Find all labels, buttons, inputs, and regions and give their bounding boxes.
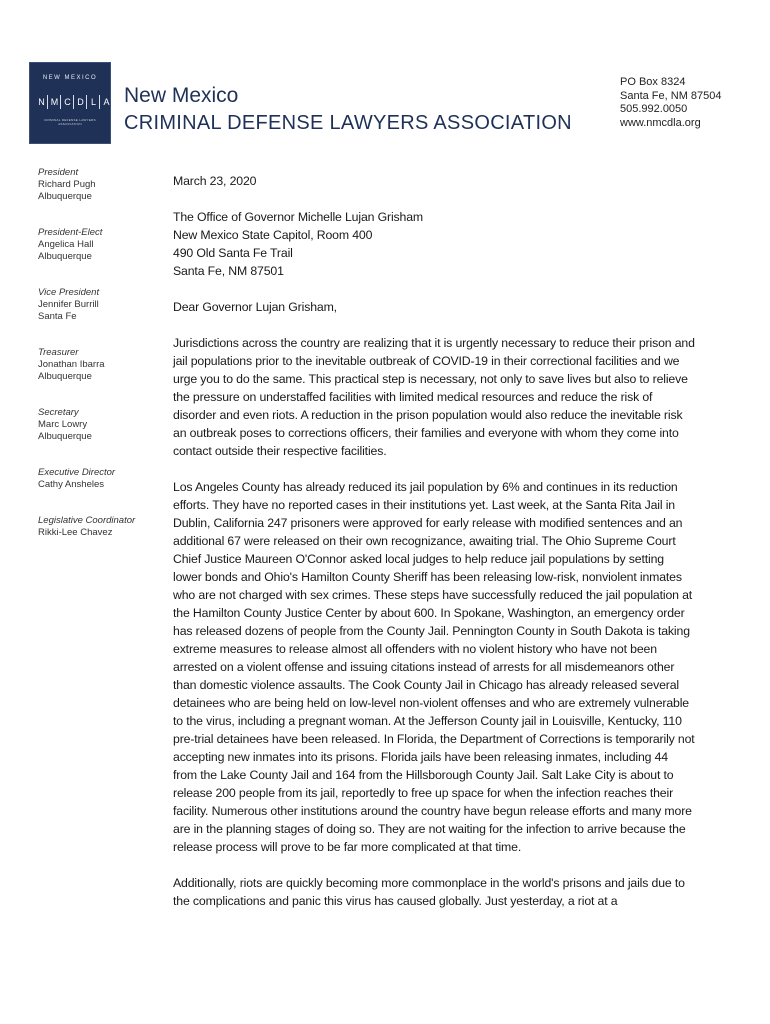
officer-role: Executive Director <box>38 467 116 478</box>
logo-letter: M <box>49 95 61 109</box>
officer-name: Richard Pugh <box>38 179 96 190</box>
officer-name: Cathy Ansheles <box>38 479 105 490</box>
logo-sub-text: CRIMINAL DEFENSE LAWYERS ASSOCIATION <box>44 118 96 126</box>
officer-city: Albuquerque <box>38 371 92 382</box>
recipient-address <box>173 208 695 280</box>
officer-secretary <box>38 407 158 443</box>
letter-date: March 23, 2020 <box>173 174 257 188</box>
logo-letter: D <box>75 95 87 109</box>
officer-city: Albuquerque <box>38 251 92 262</box>
officer-role: Secretary <box>38 407 79 418</box>
letter-body <box>173 172 695 928</box>
org-subtitle: CRIMINAL DEFENSE LAWYERS ASSOCIATION <box>124 112 572 134</box>
paragraph: Los Angeles County has already reduced its jail population by 6% and continues in its reduction efforts. They have no reported cases in their institutions yet. Last week, at the Santa Rita Jail in Dublin, California 247 prisoners were approved for early release with modified sentences and an additional 67 were released on their own recognizance, awaiting trial. The Ohio Supreme Court Chief Justice Maureen O'Connor asked local judges to help reduce jail populations by setting lower bonds and Ohio's Hamilton County Sheriff has been releasing low-risk, nonviolent inmates who are not charged with sex crimes. These steps have successfully reduced the jail population at the Hamilton County Justice Center by about 600. In Spokane, Washington, an emergency order has released dozens of people from the County Jail. Pennington County in South Dakota is taking extreme measures to release almost all offenders with no violent history who have not been arrested on a violent offense and issuing citations instead of arrests for all misdemeanors other than domestic violence assaults. The Cook County Jail in Chicago has already released several detainees who are being held on low-level non-violent offenses and who are extremely vulnerable to the virus, including a pregnant woman. At the Jefferson County jail in Louisville, Kentucky, 110 pre-trial detainees have been released. In Florida, the Department of Corrections is temporarily not accepting new inmates into its prisons. Florida jails have been releasing inmates, including 44 from the Lake County Jail and 164 from the Hillsborough County Jail. Salt Lake City is about to release 200 people from its jail, reportedly to free up space for when the infection reaches their facility. Numerous other institutions around the country have begun release efforts and many more are in the planning stages of doing so. They are not waiting for the infection to arrive because the release process will prove to be far more complicated at that time. <box>173 480 695 854</box>
salutation: Dear Governor Lujan Grisham, <box>173 300 337 314</box>
officer-role: Legislative Coordinator <box>38 515 136 526</box>
logo-letters <box>36 95 112 109</box>
org-name: New Mexico <box>124 84 239 107</box>
officer-name: Angelica Hall <box>38 239 94 250</box>
officer-role: Treasurer <box>38 347 79 358</box>
contact-block <box>620 76 722 130</box>
officer-executive-director <box>38 467 158 491</box>
officer-name: Rikki-Lee Chavez <box>38 527 113 538</box>
recipient-line: 490 Old Santa Fe Trail <box>173 246 293 260</box>
paragraph: Additionally, riots are quickly becoming more commonplace in the world's prisons and jails due to the complications and panic this virus has caused globally. Just yesterday, a riot at a <box>173 876 685 908</box>
officer-name: Jonathan Ibarra <box>38 359 105 370</box>
officer-name: Jennifer Burrill <box>38 299 99 310</box>
logo-letter: C <box>62 95 74 109</box>
officer-city: Santa Fe <box>38 311 77 322</box>
officer-role: Vice President <box>38 287 100 298</box>
recipient-line: Santa Fe, NM 87501 <box>173 264 284 278</box>
officer-sidebar <box>38 167 158 563</box>
officer-legislative-coordinator <box>38 515 158 539</box>
officer-president <box>38 167 158 203</box>
recipient-line: The Office of Governor Michelle Lujan Grisham <box>173 210 424 224</box>
officer-role: President <box>38 167 79 178</box>
contact-website: www.nmcdla.org <box>620 116 701 129</box>
nmcdla-logo <box>29 62 111 144</box>
contact-po-box: PO Box 8324 <box>620 76 686 88</box>
recipient-line: New Mexico State Capitol, Room 400 <box>173 228 373 242</box>
officer-treasurer <box>38 347 158 383</box>
logo-letter: A <box>103 97 110 107</box>
officer-name: Marc Lowry <box>38 419 88 430</box>
officer-city: Albuquerque <box>38 431 92 442</box>
officer-president-elect <box>38 227 158 263</box>
logo-top-text: NEW MEXICO <box>42 75 98 81</box>
contact-phone: 505.992.0050 <box>620 103 688 115</box>
paragraph: Jurisdictions across the country are realizing that it is urgently necessary to reduce their prison and jail populations prior to the inevitable outbreak of COVID-19 in their correctional facilities and we urge you to do the same. This practical step is necessary, not only to save lives but also to relieve the pressure on understaffed facilities with limited medical resources and reduce the risk of disorder and even riots. A reduction in the prison population would also reduce the inevitable risk an outbreak poses to corrections officers, their families and everyone with whom they come into contact outside their respective facilities. <box>173 336 695 458</box>
logo-letter: N <box>36 95 48 109</box>
officer-role: President-Elect <box>38 227 103 238</box>
contact-city: Santa Fe, NM 87504 <box>620 89 722 102</box>
logo-letter: L <box>88 95 100 109</box>
officer-city: Albuquerque <box>38 191 92 202</box>
officer-vice-president <box>38 287 158 323</box>
